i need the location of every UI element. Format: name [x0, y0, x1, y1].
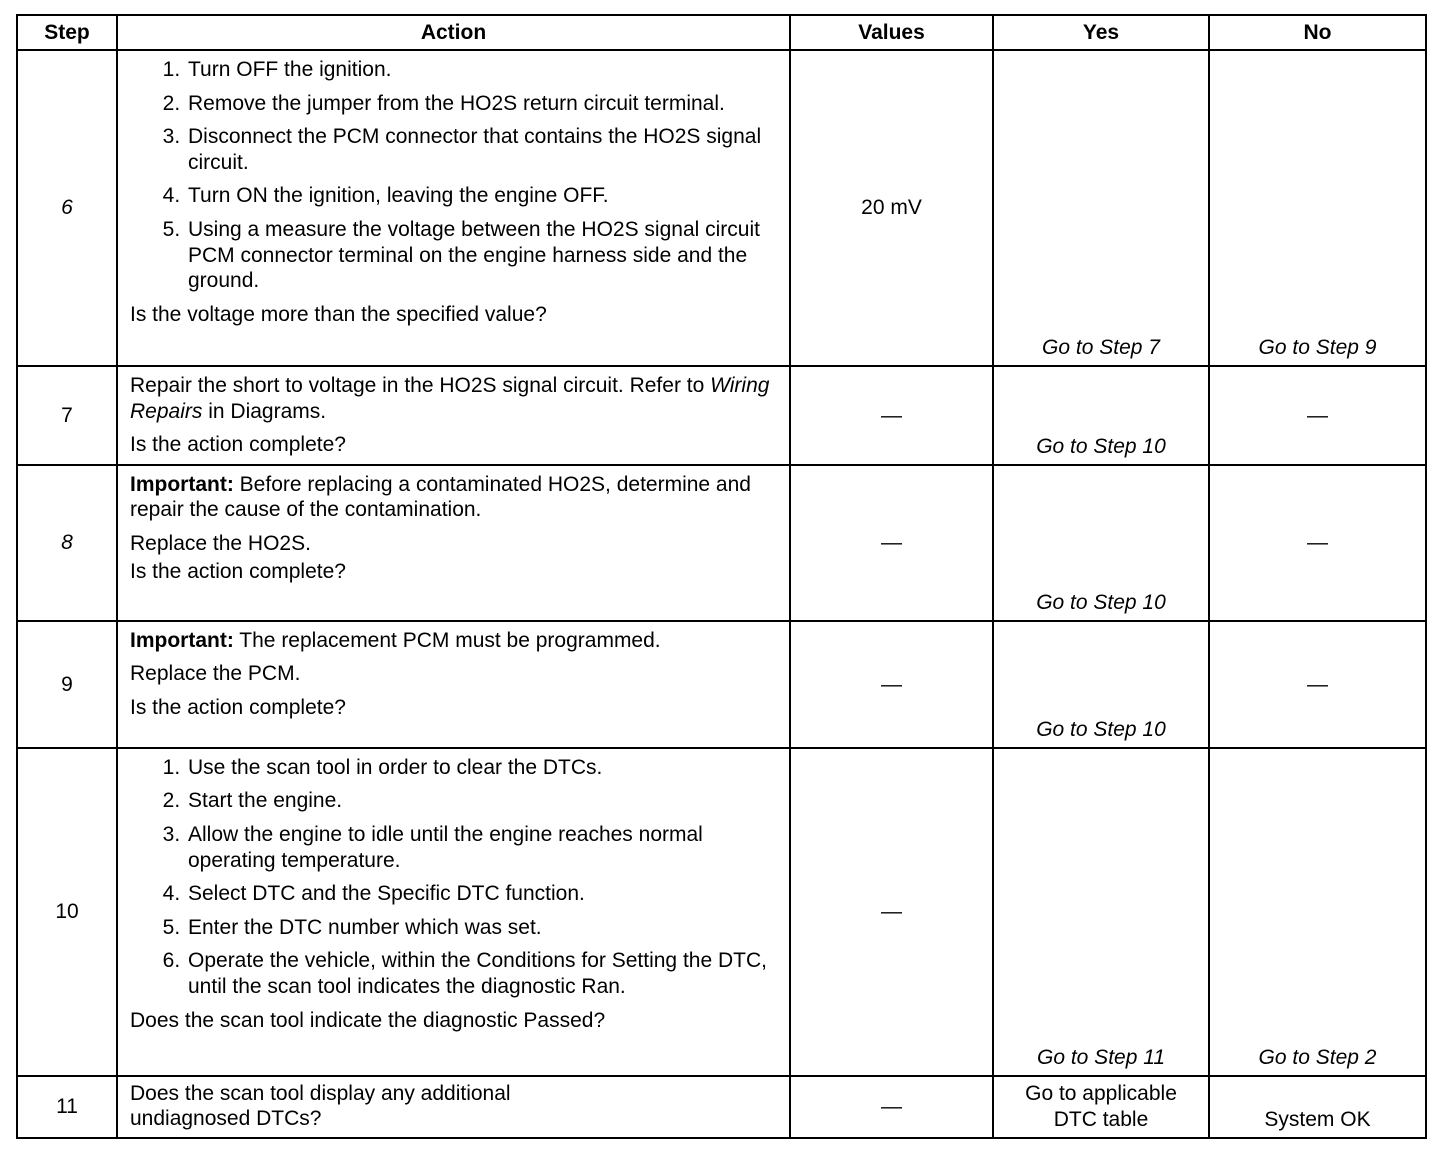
yes-cell: Go to Step 10 — [993, 465, 1209, 621]
action-text: Replace the PCM. — [130, 662, 301, 686]
yes-cell: Go to Step 11 — [993, 748, 1209, 1076]
action-step: 5. Using a measure the voltage between the HO2S signal circuit PCM connector terminal on the engine harness side and the ground. — [186, 217, 781, 294]
step-number: 8 — [17, 465, 117, 621]
action-question: Does the scan tool indicate the diagnostic Passed? — [130, 1008, 606, 1032]
action-step: 3. Allow the engine to idle until the engine reaches normal operating temperature. — [186, 822, 781, 873]
step-number: 10 — [17, 748, 117, 1076]
action-text-tail: in Diagrams. — [208, 399, 327, 423]
action-step: 4. Turn ON the ignition, leaving the engine OFF. — [186, 183, 781, 209]
value-cell: 20 mV — [790, 50, 993, 366]
action-step: 2. Remove the jumper from the HO2S return circuit terminal. — [186, 91, 781, 117]
action-question: Is the action complete? — [130, 559, 346, 583]
action-step: 4. Select DTC and the Specific DTC function. — [186, 881, 781, 907]
important-label: Important: — [130, 472, 234, 496]
value-cell: — — [790, 465, 993, 621]
important-note — [130, 628, 781, 654]
action-question: Is the voltage more than the specified value? — [130, 302, 547, 326]
value-cell: — — [790, 621, 993, 748]
header-no: No — [1209, 15, 1426, 50]
important-text: Before replacing a contaminated HO2S, determine and repair the cause of the contamination. — [130, 472, 751, 522]
header-yes: Yes — [993, 15, 1209, 50]
header-action: Action — [117, 15, 790, 50]
action-step: 3. Disconnect the PCM connector that contains the HO2S signal circuit. — [186, 124, 781, 175]
action-question: Is the action complete? — [130, 696, 346, 720]
step-number: 6 — [17, 50, 117, 366]
action-step: 2. Start the engine. — [186, 788, 781, 814]
action-text — [130, 373, 781, 424]
action-cell — [117, 621, 790, 748]
step-number: 7 — [17, 366, 117, 465]
table-row-step-11 — [17, 1076, 1426, 1138]
action-steps-list — [130, 755, 781, 1000]
action-steps-list — [130, 57, 781, 294]
header-step: Step — [17, 15, 117, 50]
important-note — [130, 472, 781, 523]
table-row-step-8 — [17, 465, 1426, 621]
action-step: 1. Turn OFF the ignition. — [186, 57, 781, 83]
important-text: The replacement PCM must be programmed. — [239, 628, 661, 652]
action-cell — [117, 50, 790, 366]
action-cell — [117, 366, 790, 465]
header-values: Values — [790, 15, 993, 50]
important-label: Important: — [130, 628, 234, 652]
yes-cell: Go to applicable DTC table — [993, 1076, 1209, 1138]
no-cell: Go to Step 2 — [1209, 748, 1426, 1076]
no-cell: — — [1209, 465, 1426, 621]
value-cell: — — [790, 748, 993, 1076]
action-step: 6. Operate the vehicle, within the Conditions for Setting the DTC, until the scan tool indicates the diagnostic Ran. — [186, 948, 781, 999]
action-text: Replace the HO2S. — [130, 532, 311, 556]
yes-cell: Go to Step 10 — [993, 366, 1209, 465]
value-cell: — — [790, 366, 993, 465]
header-row — [17, 15, 1426, 50]
no-cell: — — [1209, 621, 1426, 748]
action-cell — [117, 465, 790, 621]
step-number: 11 — [17, 1076, 117, 1138]
action-cell — [117, 1076, 790, 1138]
table-row-step-9 — [17, 621, 1426, 748]
no-cell: — — [1209, 366, 1426, 465]
action-step: 1. Use the scan tool in order to clear the DTCs. — [186, 755, 781, 781]
table-row-step-6 — [17, 50, 1426, 366]
table-row-step-10 — [17, 748, 1426, 1076]
no-cell: Go to Step 9 — [1209, 50, 1426, 366]
no-cell: System OK — [1209, 1076, 1426, 1138]
action-step: 5. Enter the DTC number which was set. — [186, 915, 781, 941]
wiring-repairs-reference: Wiring Repairs — [130, 374, 770, 423]
step-number: 9 — [17, 621, 117, 748]
action-cell — [117, 748, 790, 1076]
diagnostic-table — [16, 14, 1427, 1139]
action-question: Does the scan tool display any additional undiagnosed DTCs? — [130, 1081, 511, 1131]
yes-cell: Go to Step 10 — [993, 621, 1209, 748]
action-text-main: Repair the short to voltage in the HO2S signal circuit. Refer to — [130, 374, 705, 397]
yes-cell: Go to Step 7 — [993, 50, 1209, 366]
value-cell: — — [790, 1076, 993, 1138]
table-row-step-7 — [17, 366, 1426, 465]
action-question: Is the action complete? — [130, 433, 346, 457]
